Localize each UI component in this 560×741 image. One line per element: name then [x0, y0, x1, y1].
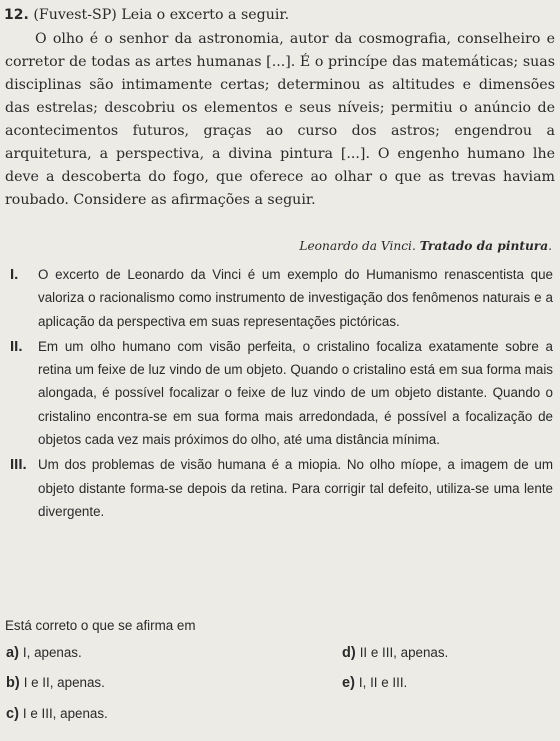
answer-prompt: Está correto o que se afirma em — [5, 618, 196, 633]
citation-end: . — [548, 239, 552, 253]
option-text: I e III, apenas. — [22, 706, 108, 721]
option-text: I e II, apenas. — [23, 675, 105, 690]
question-number: 12. — [4, 7, 29, 23]
citation-author: Leonardo da Vinci. — [299, 239, 416, 253]
citation — [299, 239, 552, 253]
option-text: I, II e III. — [358, 675, 408, 690]
option-text: II e III, apenas. — [359, 645, 449, 660]
option-b[interactable] — [6, 675, 105, 691]
statement-text: Em um olho humano com visão perfeita, o cristalino focaliza exatamente sobre a retina um feixe de luz vindo de um objeto. Quando o cristalino está em sua forma mais alongada, é possível focalizar o feixe de luz vindo de um objeto distante. Quando o cristalino encontra-se em sua forma mais arredondada, é possível a focalização de objetos cada vez mais próximos do olho, até uma distância mínima. — [38, 338, 553, 448]
option-letter: a) — [6, 645, 19, 661]
statement-numeral: III. — [10, 456, 27, 474]
citation-work: Tratado da pintura — [419, 239, 549, 253]
question-header — [4, 4, 554, 27]
option-letter: d) — [342, 645, 356, 661]
option-letter: b) — [6, 675, 20, 691]
statement-text: Um dos problemas de visão humana é a miopia. No olho míope, a imagem de um objeto distante forma-se depois da retina. Para corrigir tal defeito, utiliza-se uma lente divergente. — [38, 457, 553, 519]
statement-numeral: I. — [10, 266, 19, 283]
excerpt-text: O olho é o senhor da astronomia, autor da cosmografia, conselheiro e corretor de todas as artes humanas [...]. É o princípe das matemáticas; suas disciplinas são intimamente certas; determinou as altitudes e dimensões das estrelas; descobriu os elementos e seus níveis; permitiu o anúncio de acontecimentos futuros, graças ao curso dos astros; engendrou a arquitetura, a perspectiva, a divina pintura [...]. O engenho humano lhe deve a descoberta do fogo, que oferece ao olhar o que as trevas haviam roubado. Considere as afirmações a seguir. — [5, 31, 555, 208]
question-instruction: (Fuvest-SP) Leia o excerto a seguir. — [33, 7, 290, 23]
statement-numeral: II. — [10, 337, 23, 355]
option-c[interactable] — [6, 706, 108, 722]
option-d[interactable] — [342, 645, 448, 661]
option-a[interactable] — [6, 645, 82, 661]
statement-2 — [5, 335, 553, 451]
option-letter: e) — [342, 675, 355, 691]
statement-list — [5, 263, 553, 525]
option-text: I, apenas. — [22, 645, 82, 660]
option-e[interactable] — [342, 675, 407, 691]
statement-1 — [5, 263, 553, 333]
statement-text: O excerto de Leonardo da Vinci é um exemplo do Humanismo renascentista que valoriza o racionalismo como instrumento de investigação dos fenômenos naturais e a aplicação da perspectiva em suas representações pictóricas. — [38, 267, 553, 329]
option-letter: c) — [6, 706, 19, 722]
statement-3 — [5, 453, 553, 523]
